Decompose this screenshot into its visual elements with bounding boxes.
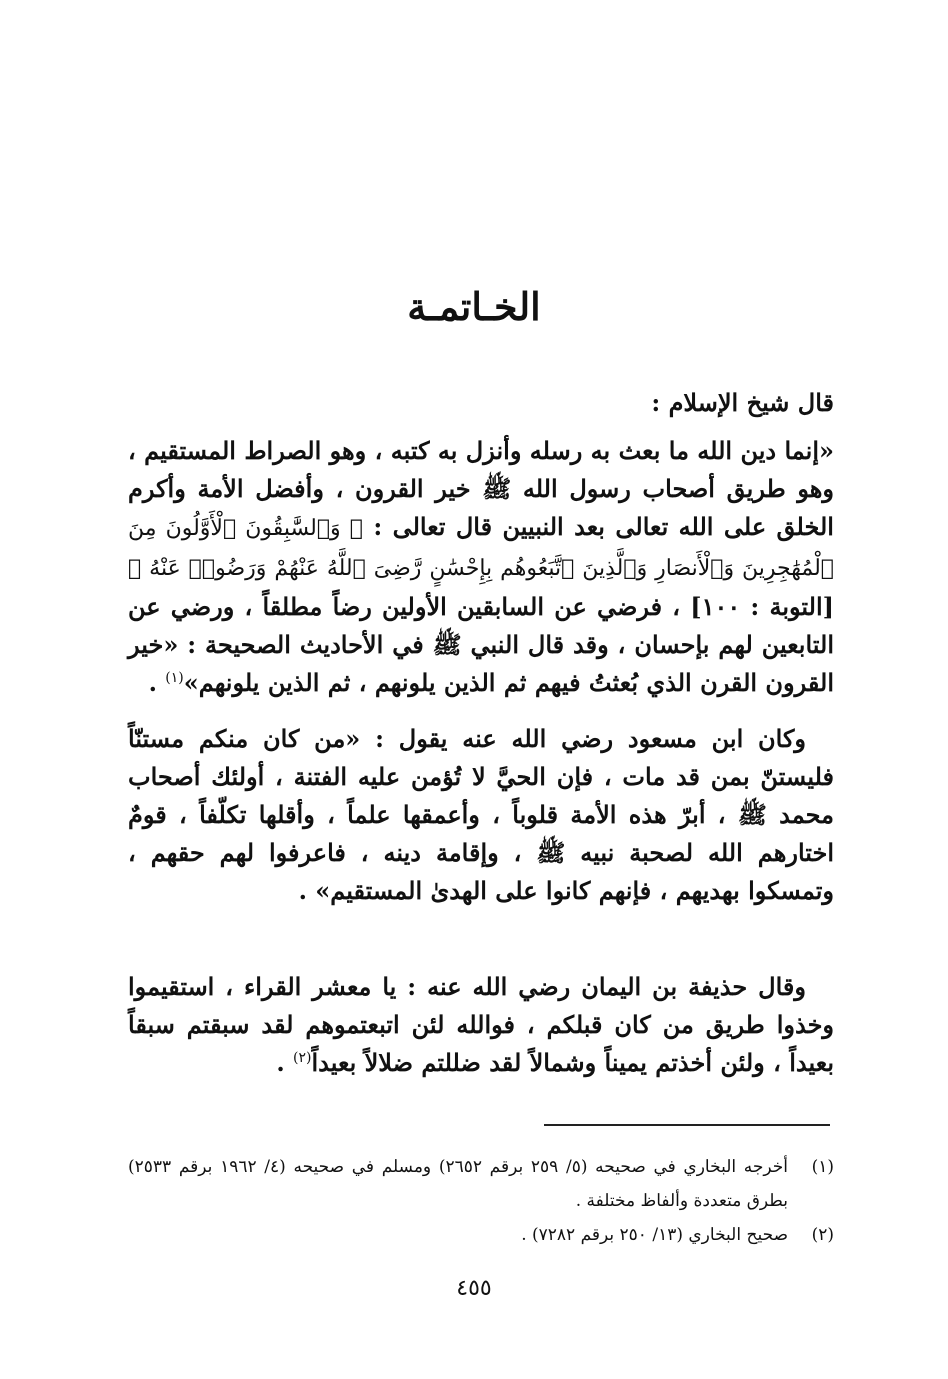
footnote-2-number: (٢): [811, 1225, 834, 1245]
paragraph-1: [128, 432, 834, 702]
paragraph-2: وكان ابن مسعود رضي الله عنه يقول : «من كان منكم مستنّاً فليستنّ بمن قد مات ، فإن الحيَّ لا تُؤمن عليه الفتنة ، أولئك أصحاب محمد ﷺ ، أبرّ هذه الأمة قلوباً ، وأعمقها علماً ، وأقلها تكلّفاً ، قومٌ اختارهم الله لصحبة نبيه ﷺ ، وإقامة دينه ، فاعرفوا لهم حقهم ، وتمسكوا بهديهم ، فإنهم كانوا على الهدىٰ المستقيم» .: [128, 724, 834, 905]
footnote-1-number: (١): [811, 1157, 834, 1177]
paragraph-1-continuation: [التوبة : ١٠٠] ، فرضي عن السابقين الأولين رضاً مطلقاً ، ورضي عن التابعين لهم بإحسان ، وقد قال النبي ﷺ في الأحاديث الصحيحة : «خير القرون القرن الذي بُعثتُ فيهم ثم الذين يلونهم ، ثم الذين يلونهم»: [128, 592, 835, 697]
footnote-divider: [544, 1124, 830, 1126]
page-number: ٤٥٥: [456, 1276, 492, 1301]
footnote-1: [128, 1150, 834, 1218]
page-title: الخـاتمـة: [407, 284, 541, 329]
footnote-ref-1[interactable]: (١): [165, 670, 184, 686]
footnote-2: [128, 1218, 834, 1252]
footnotes: [128, 1150, 834, 1252]
paragraph-3: [128, 968, 834, 1082]
paragraph-1-end: .: [148, 668, 166, 697]
paragraph-3-text: وقال حذيفة بن اليمان رضي الله عنه : يا معشر القراء ، استقيموا وخذوا طريق من كان قبلكم ، فوالله لئن اتبعتموهم لقد سبقتم سبقاً بعيداً ، ولئن أخذتم يميناً وشمالاً لقد ضللتم ضلالاً بعيداً: [128, 972, 834, 1077]
footnote-2-text: صحيح البخاري (١٣/ ٢٥٠ برقم ٧٢٨٢) .: [521, 1225, 788, 1245]
quran-verse: ﴿ وَٱلسَّٰبِقُونَ ٱلْأَوَّلُونَ مِنَ ٱلْمُهَٰجِرِينَ وَٱلْأَنصَارِ وَٱلَّذِينَ ٱتَّبَعُوهُم بِإِحْسَٰنٍ رَّضِىَ ٱللَّهُ عَنْهُمْ وَرَضُوا۟ عَنْهُ ﴾: [128, 516, 834, 581]
footnote-ref-2[interactable]: (٢): [293, 1050, 312, 1066]
paragraph-1-text: «إنما دين الله ما بعث به رسله وأنزل به كتبه ، وهو الصراط المستقيم ، وهو طريق أصحاب رسول الله ﷺ خير القرون ، وأفضل الأمة وأكرم الخلق على الله تعالى بعد النبيين قال تعالى :: [128, 436, 834, 541]
footnote-1-text: أخرجه البخاري في صحيحه (٥/ ٢٥٩ برقم ٢٦٥٢) ومسلم في صحيحه (٤/ ١٩٦٢ برقم ٢٥٣٣) بطرق متعددة وألفاظ مختلفة .: [128, 1157, 789, 1211]
paragraph-3-end: .: [276, 1048, 294, 1077]
intro-line: قال شيخ الإسلام :: [651, 388, 834, 417]
